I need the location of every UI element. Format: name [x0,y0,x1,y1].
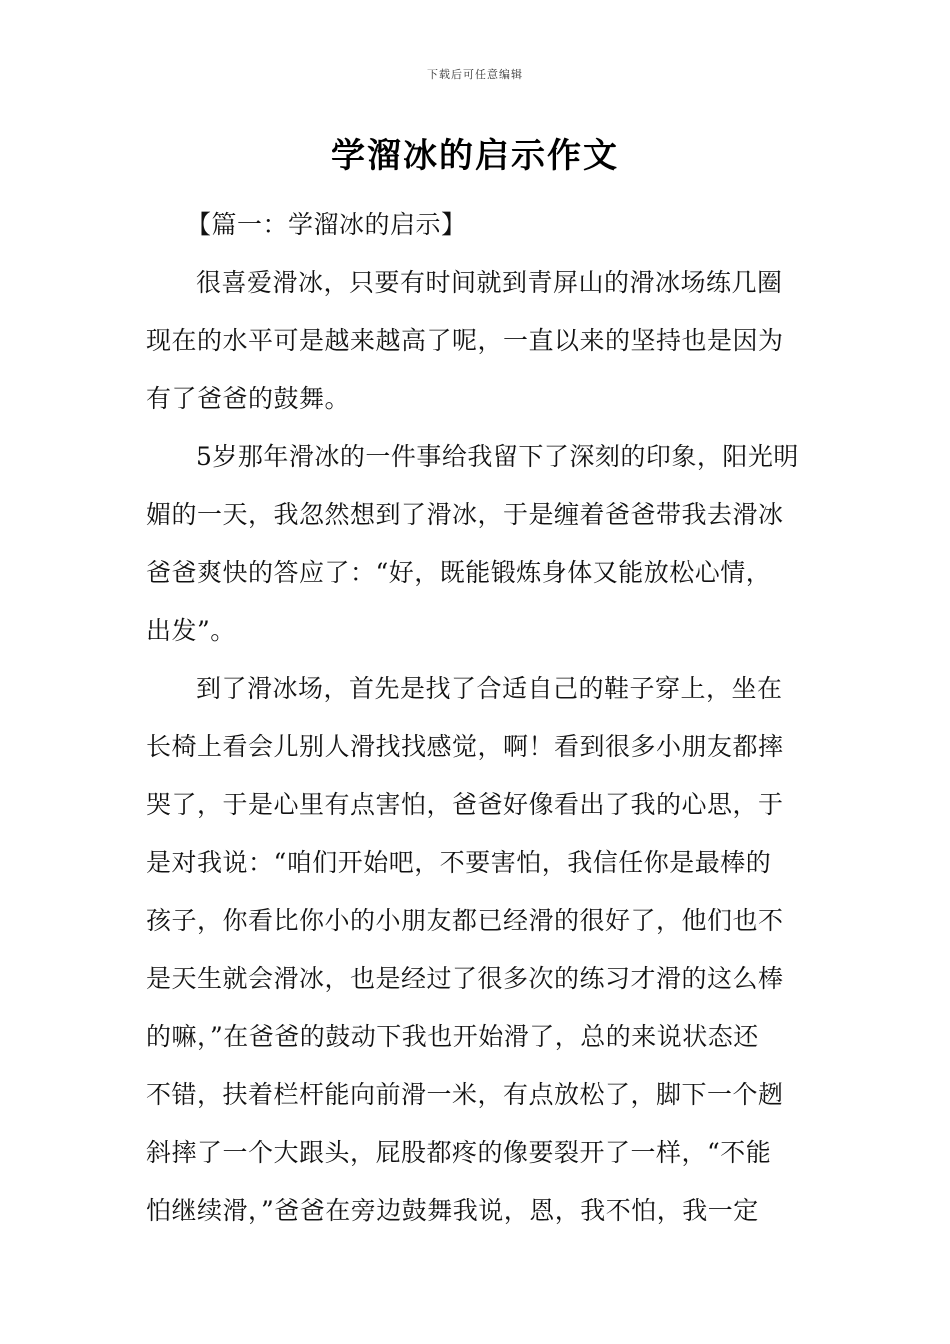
paragraph-line: 哭了，于是心里有点害怕，爸爸好像看出了我的心思，于 [146,790,784,819]
paragraph-line: 爸爸爽快的答应了：“好，既能锻炼身体又能放松心情， [146,558,772,587]
paragraph-line: 怕继续滑，”爸爸在旁边鼓舞我说，恩，我不怕，我一定 [146,1196,759,1225]
paragraph-line: 是天生就会滑冰，也是经过了很多次的练习才滑的这么棒 [146,964,784,993]
document-body [146,196,808,1240]
paragraph-line: 斜摔了一个大跟头，屁股都疼的像要裂开了一样，“不能 [146,1138,772,1167]
paragraph-line: 现在的水平可是越来越高了呢，一直以来的坚持也是因为 [146,326,784,355]
paragraph-line: 出发”。 [146,616,236,645]
paragraph-line: 到了滑冰场，首先是找了合适自己的鞋子穿上，坐在 [196,674,783,703]
header-note: 下载后可任意编辑 [427,68,523,81]
paragraph-line: 是对我说：“咱们开始吧，不要害怕，我信任你是最棒的 [146,848,772,877]
paragraph-line: 孩子，你看比你小的小朋友都已经滑的很好了，他们也不 [146,906,784,935]
paragraph-line: 有了爸爸的鼓舞。 [146,384,351,413]
paragraph-line: 很喜爱滑冰，只要有时间就到青屏山的滑冰场练几圈 [196,268,783,297]
paragraph-line: 5岁那年滑冰的一件事给我留下了深刻的印象，阳光明 [196,442,799,471]
paragraph-line: 长椅上看会儿别人滑找找感觉，啊！看到很多小朋友都摔 [146,732,784,761]
document-title: 学溜冰的启示作文 [331,136,619,176]
section-heading: 【篇一：学溜冰的启示】 [186,210,467,239]
paragraph-line: 的嘛，”在爸爸的鼓动下我也开始滑了，总的来说状态还 [146,1022,759,1051]
paragraph-line: 不错，扶着栏杆能向前滑一米，有点放松了，脚下一个趔 [146,1080,784,1109]
paragraph-line: 媚的一天，我忽然想到了滑冰，于是缠着爸爸带我去滑冰 [146,500,784,529]
